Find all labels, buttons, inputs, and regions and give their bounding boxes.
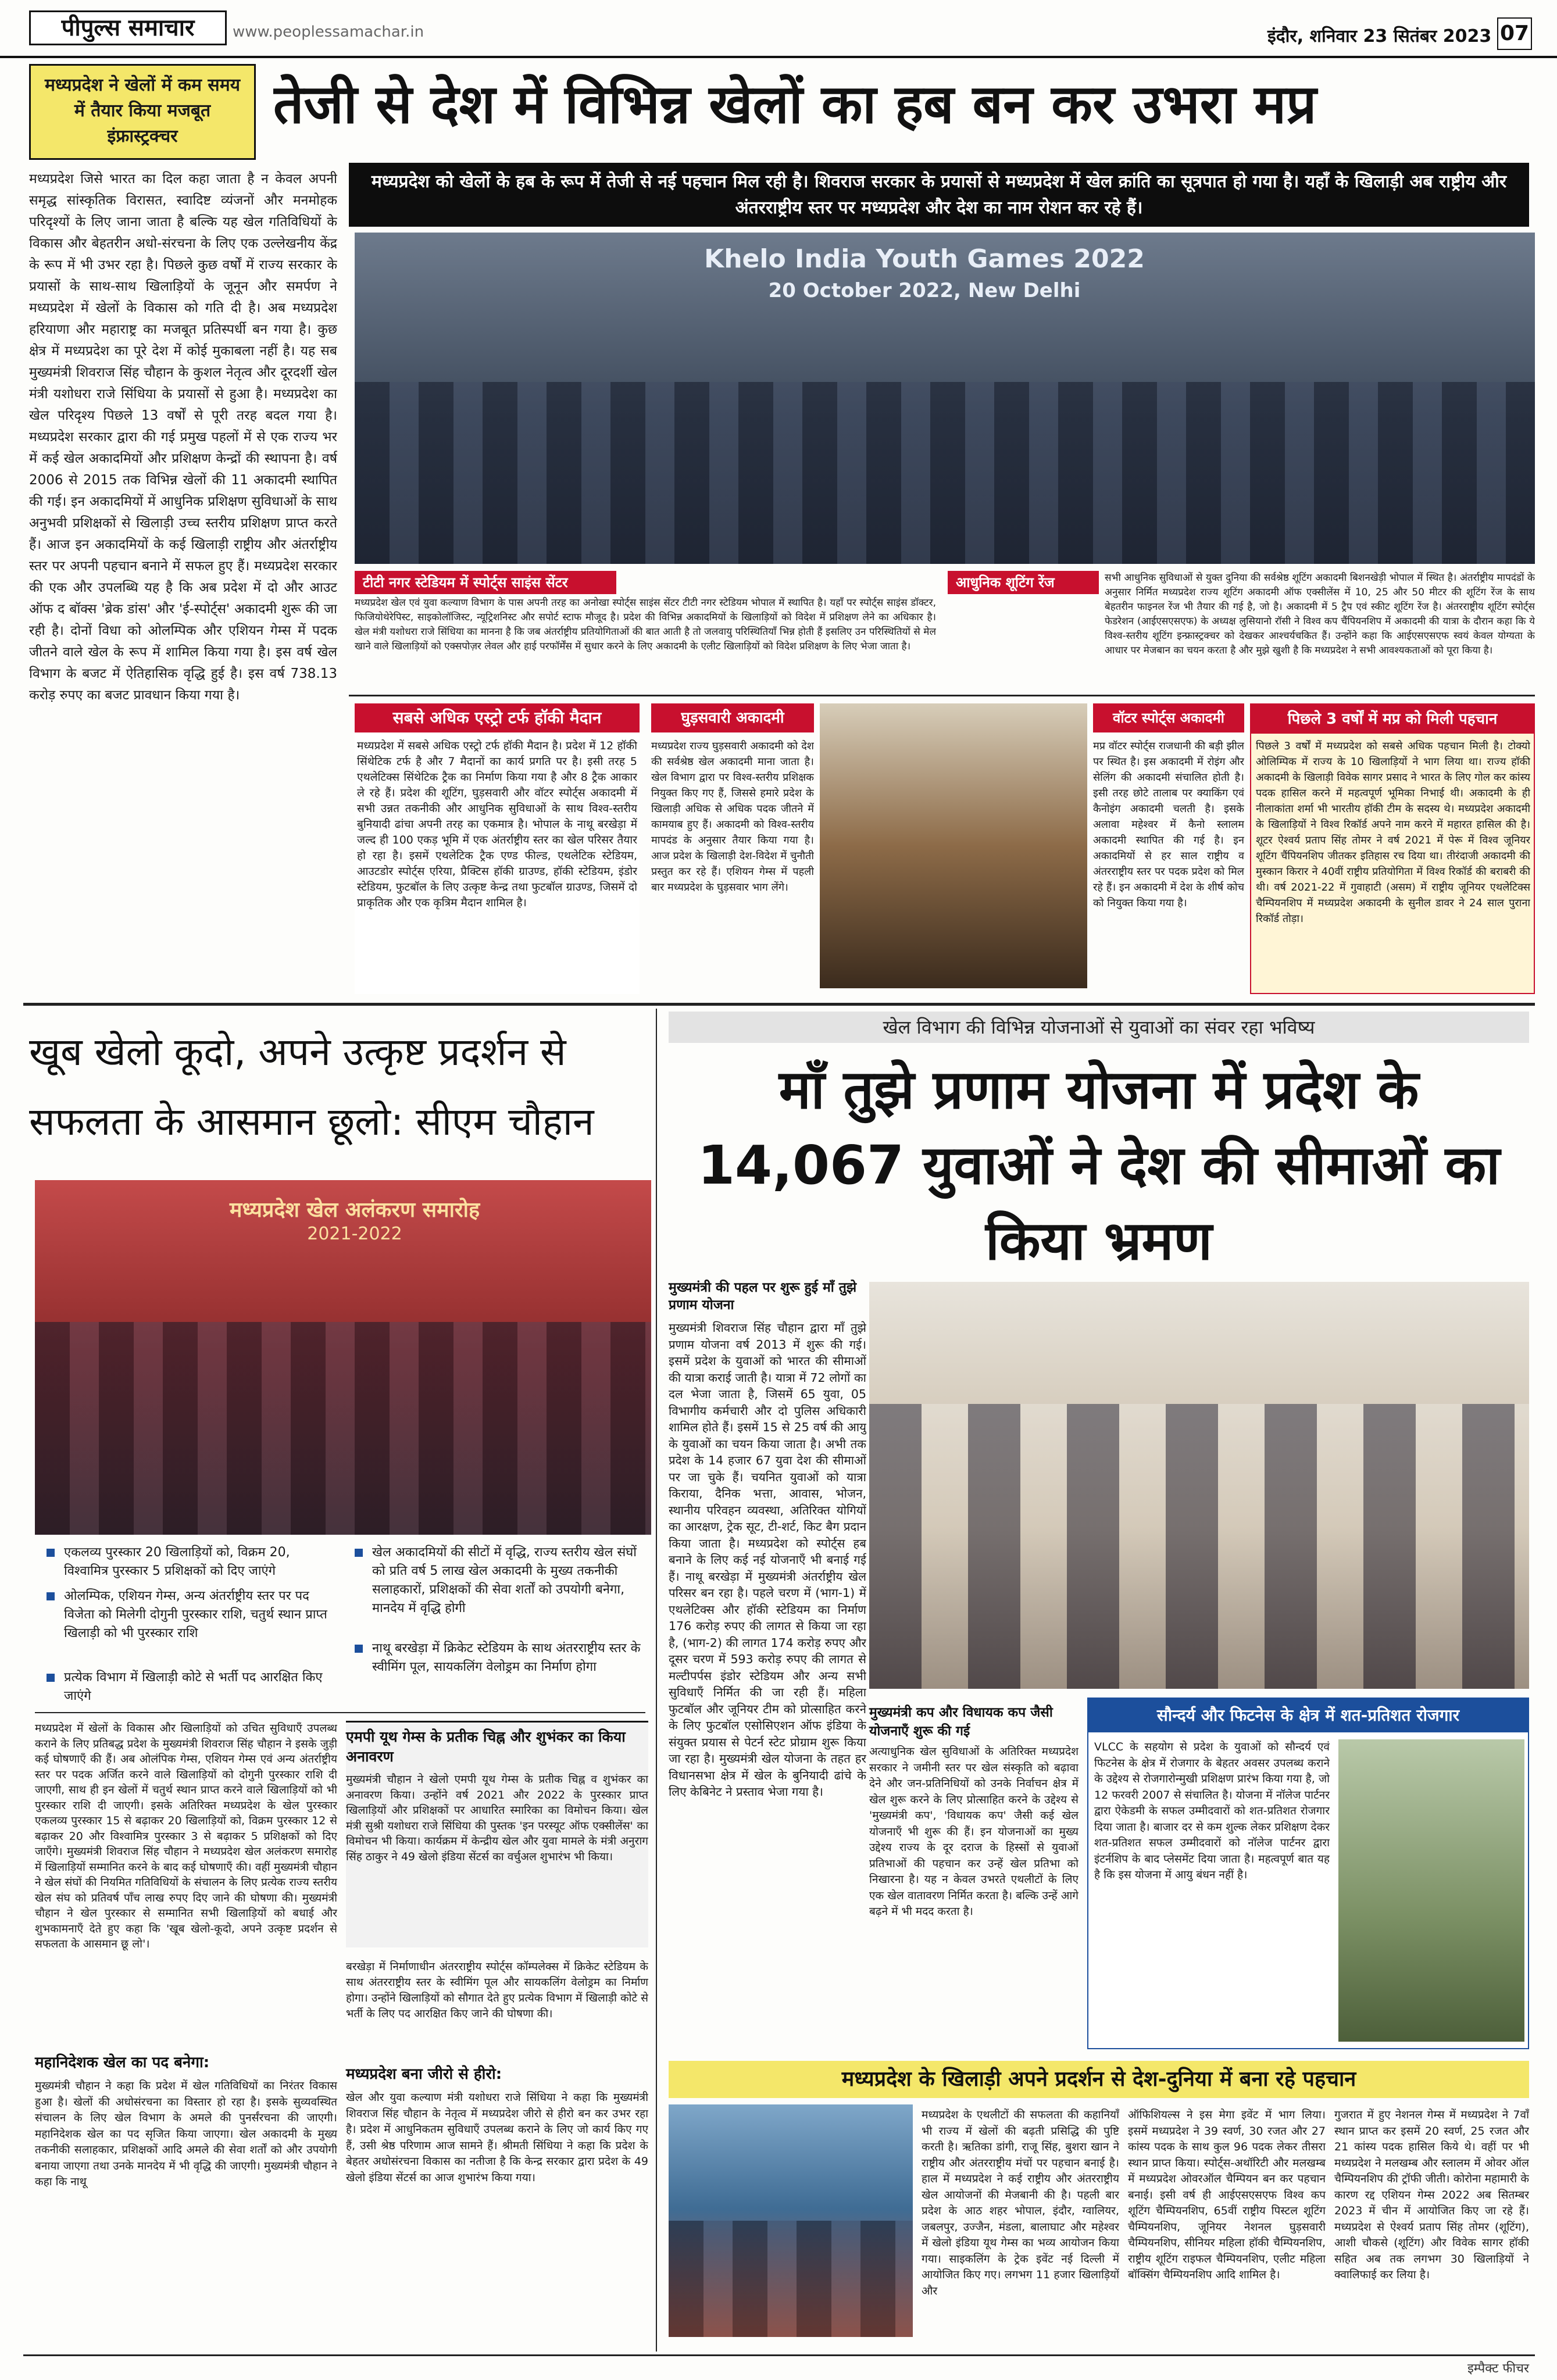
award-people — [35, 1322, 651, 1535]
horse-box-text: मध्यप्रदेश राज्य घुड़सवारी अकादमी को देश की सर्वश्रेष्ठ खेल अकादमी माना जाता है। खेल विभाग द्वारा पर विश्व-स्तरीय प्रशिक्षक नियुक्त किए गए हैं, जिससे हमारे प्रदेश के खिलाड़ी अधिक से अधिक पदक जीतने में कामयाब हुए हैं। अकादमी को विश्व-स्तरीय मापदंड के अनुसार तैयार किया गया है। आज प्रदेश के खिलाड़ी देश-विदेश में चुनौती प्रस्तुत कर रहे हैं। एशियन गेम्स में पहली बार मध्यप्रदेश के घुड़सवार भाग लेंगे। — [651, 740, 814, 894]
cm-bullet: ओलम्पिक, एशियन गेम्स, अन्य अंतर्राष्ट्रीय स्तर पर पद विजेता को मिलेगी दोगुनी पुरस्कार राशि, चतुर्थ स्थान प्राप्त खिलाड़ी को भी पुरस्कार राशि — [64, 1587, 337, 1643]
caption2-text: सभी आधुनिक सुविधाओं से युक्त दुनिया की सर्वश्रेष्ठ शूटिंग अकादमी बिशनखेड़ी भोपाल में स्थित है। अंतर्राष्ट्रीय मापदंडों के अनुसार निर्मित मध्यप्रदेश राज्य शूटिंग अकादमी ऑफ एक्सीलेंस में 10, 25 और 50 मीटर की शूटिंग रेंज के साथ बेहतरीन फाइनल रेंज भी तैयार की गई है, जो है। अकादमी में 5 ट्रैप एवं स्कीट शूटिंग रेंज है। अंतरराष्ट्रीय शूटिंग स्पोर्ट्स फेडरेशन (आईएसएसएफ) के अध्यक्ष लुसियानो रॉसी ने विश्व कप चैंपियनशिप में अकादमी की यात्रा के दौरान कहा कि ये विश्व-स्तरीय शूटिंग इन्फ्रास्ट्रक्चर को देखकर आश्चर्यचकित हैं। उन्होंने कहा कि आईएसएसएफ स्वयं केवल योग्यता के आधार पर मेजबान का चयन करता है और मुझे खुशी है कि मध्यप्रदेश ने सभी आवश्यकताओं को पूरा किया है। — [1105, 572, 1535, 656]
group-people — [355, 382, 1535, 564]
yojana-subhead-1: मुख्यमंत्री की पहल पर शुरू हुई माँ तुझे प्रणाम योजना — [669, 1280, 857, 1313]
fitness-box-text: VLCC के सहयोग से प्रदेश के युवाओं को सौन्दर्य एवं फिटनेस के क्षेत्र में रोजगार के बेहतर अवसर उपलब्ध कराने के उद्देश्य से रोजगारोन्मुखी प्रशिक्षण प्रारंभ किया गया है, जो 12 फरवरी 2007 से संचालित है। योजना में नॉलेज पार्टनर द्वारा ऐकेडमी के सफल उम्मीदवारों को शत-प्रतिशत रोजगार दिया जाता है। बाजार दर से कम शुल्क लेकर प्रशिक्षण देकर शत-प्रतिशत सफल उम्मीदवारों को नॉलेज पार्टनर द्वारा इंटर्नशिप के बाद प्लेसमेंट दिया जाता है। महत्वपूर्ण बात यह है कि इस योजना में आयु बंधन नहीं है। — [1094, 1741, 1330, 1881]
main-divider — [23, 1003, 1535, 1006]
impact-feature-credit: इम्पैक्ट फीचर — [1467, 2361, 1529, 2376]
caption1-text: मध्यप्रदेश खेल एवं युवा कल्याण विभाग के पास अपनी तरह का अनोखा स्पोर्ट्स साइंस सेंटर टीटी नगर स्टेडियम भोपाल में स्थापित है। यहाँ पर स्पोर्ट्स साइंस डॉक्टर, फिजियोथेरेपिस्ट, साइकोलॉजिस्ट, न्यूट्रिशनिस्ट और सपोर्ट स्टाफ मौजूद है। प्रदेश की विभिन्न अकादमियों के खिलाड़ियों को विदेश में प्रशिक्षण लेने का अधिकार है। खेल मंत्री यशोधरा राजे सिंधिया का मानना है कि जब अंतर्राष्ट्रीय प्रतियोगिताओं की बात आती है तो जलवायु परिस्थितियाँ भिन्न होती हैं इसलिए उन परिस्थितियों से मेल खाने वाले खिलाड़ियों को एक्सपोज़र लेवल और हाई परफॉर्मेंस में सुधार करने के लिए अकादमी के एलीट खिलाड़ियों को विदेश प्रशिक्षण के लिए भेजा जाता है। — [355, 597, 936, 652]
yojana-kicker: खेल विभाग की विभिन्न योजनाओं से युवाओं का संवर रहा भविष्य — [669, 1012, 1529, 1043]
fitness-photo — [1338, 1739, 1524, 2042]
players-col-3: गुजरात में हुए नेशनल गेम्स में मध्यप्रदेश ने 7वाँ स्थान प्राप्त कर इसमें 20 स्वर्ण, 25 रजत और 21 कांस्य पदक हासिल किये थे। वहीं पर भी मध्यप्रदेश ने मलखम्ब और स्लालम में ओवर ऑल चैम्पियनशिप की ट्रॉफी जीती। कोरोना महामारी के कारण रद्द एशियन गेम्स 2022 अब सितम्बर 2023 में चीन में आयोजित किए जा रहे हैं। मध्यप्रदेश से ऐश्वर्य प्रताप सिंह तोमर (शूटिंग), आशी चौकसे (शूटिंग) और विवेक सागर हॉकी सहित अब तक लगभग 30 खिलाड़ियों ने क्वालिफाई कर लिया है। — [1334, 2109, 1529, 2281]
cm-box-text: मुख्यमंत्री चौहान ने खेलो एमपी यूथ गेम्स के प्रतीक चिह्न व शुभंकर का अनावरण किया। उन्होंने वर्ष 2021 और 2022 के पुरस्कार प्राप्त खिलाड़ियों और प्रशिक्षकों पर आधारित स्मारिका का विमोचन किया। खेल मंत्री सुश्री यशोधरा राजे सिंधिया की पुस्तक 'इन परस्यूट ऑफ एक्सीलेंस' का विमोचन भी किया। कार्यक्रम में केन्द्रीय खेल और युवा मामले के मंत्री अनुराग सिंह ठाकुर ने 49 खेलो इंडिया सेंटर्स का वर्चुअल शुभारंभ भी किया। — [346, 1773, 648, 1863]
page-number: 07 — [1497, 17, 1532, 50]
water-box-title: वॉटर स्पोर्ट्स अकादमी — [1093, 703, 1244, 732]
cm-headline: खूब खेलो कूदो, अपने उत्कृष्ट प्रदर्शन से सफलता के आसमान छूलो: सीएम चौहान — [29, 1030, 594, 1144]
fitness-box — [1087, 1698, 1529, 2049]
photo-banner-sub: 20 October 2022, New Delhi — [768, 279, 1081, 302]
hockey-box-text: मध्यप्रदेश में सबसे अधिक एस्ट्रो टर्फ हॉकी मैदान है। प्रदेश में 12 हॉकी सिंथेटिक टर्फ है और 7 मैदानों का कार्य प्रगति पर है। इसी तरह 5 एथलेटिक्स सिंथेटिक ट्रैक का निर्माण किया गया है और 8 ट्रैक आकार ले रहे हैं। प्रदेश की शूटिंग, घुड़सवारी और वॉटर स्पोर्ट्स अकादमी में सभी उन्नत तकनीकी और आधुनिक सुविधाओं के साथ विश्व-स्तरीय बुनियादी ढांचा अपनी तरह का एकमात्र है। भोपाल के नाथू बरखेड़ा में जल्द ही 100 एकड़ भूमि में एक अंतर्राष्ट्रीय स्तर का खेल परिसर तैयार हो रहा है। इसमें एथलेटिक ट्रैक एण्ड फील्ड, एथलेटिक स्टेडियम, आउटडोर स्पोर्ट्स एरिया, प्रैक्टिस हॉकी ग्राउण्ड, हॉकी स्टेडियम, इंडोर स्टेडियम, फुटबॉल के लिए उत्कृष्ट केन्द्र तथा फुटबॉल ग्राउण्ड, जिसमें दो प्राकृतिक और एक कृत्रिम मैदान शामिल है। — [357, 739, 637, 909]
divider — [349, 695, 1535, 696]
cm-box-title: एमपी यूथ गेम्स के प्रतीक चिह्न और शुभंकर का किया अनावरण — [346, 1728, 626, 1765]
players-photo — [669, 2104, 913, 2337]
players-col-1: मध्यप्रदेश के एथलीटों की सफलता की कहानियाँ भी राज्य में खेलों की बढ़ती प्रसिद्धि की पुष्टि करती है। ऋतिका डांगी, राजू सिंह, बुशरा खान ने राष्ट्रीय और अंतरराष्ट्रीय मंचों पर पहचान बनाई है। हाल में मध्यप्रदेश ने कई राष्ट्रीय और अंतरराष्ट्रीय खेल आयोजनों की मेजबानी की है। पहली बार प्रदेश के आठ शहर भोपाल, इंदौर, ग्वालियर, जबलपुर, उज्जैन, मंडला, बालाघाट और महेश्वर में खेलो इंडिया यूथ गेम्स का भव्य आयोजन किया गया। साइकलिंग के ट्रेक इवेंट नई दिल्ली में आयोजित किए गए। लगभग 11 हजार खिलाड़ियों और — [922, 2109, 1119, 2297]
cm-youth-games-box — [346, 1721, 648, 1947]
horse-box-title: घुड़सवारी अकादमी — [651, 703, 814, 732]
top-deck-text: मध्यप्रदेश को खेलों के हब के रूप में तेजी से नई पहचान मिल रही है। शिवराज सरकार के प्रयासों से मध्यप्रदेश में खेल क्रांति का सूत्रपात हो गया है। यहाँ के खिलाड़ी अब राष्ट्रीय और अंतरराष्ट्रीय स्तर पर मध्यप्रदेश और देश का नाम रोशन कर रहे हैं। — [371, 171, 1507, 218]
caption1-tag: टीटी नगर स्टेडियम में स्पोर्ट्स साइंस सेंटर — [355, 571, 616, 594]
cm-bullet: खेल अकादमियों की सीटों में वृद्धि, राज्य स्तरीय खेल संघों को प्रति वर्ष 5 लाख खेल अकादमी के मुख्य तकनीकी सलाहकारों, प्रशिक्षकों की सेवा शर्तों को उपयोगी बनेगा, मानदेय में वृद्धि होगी — [372, 1543, 645, 1618]
cm-body-left: मध्यप्रदेश में खेलों के विकास और खिलाड़ियों को उचित सुविधाएँ उपलब्ध कराने के लिए प्रतिबद्ध प्रदेश के मुख्यमंत्री शिवराज सिंह चौहान ने इसके जुड़ी कई घोषणाएँ की हैं। अब ओलंपिक गेम्स, एशियन गेम्स एवं अन्य अंतर्राष्ट्रीय स्तर पर पदक अर्जित करने वाले खिलाड़ियों को दोगुनी पुरस्कार राशि दी जाएगी, साथ ही इन खेलों में चतुर्थ स्थान प्राप्त करने वाले खिलाड़ियों को भी पुरस्कार राशि दी जाएगी। इसके अतिरिक्त मध्यप्रदेश के खेल पुरस्कार एकलव्य पुरस्कार 15 से बढ़ाकर 20 खिलाड़ियों को, विक्रम पुरस्कार 12 से बढ़ाकर 20 और विश्वामित्र पुरस्कार 3 से बढ़ाकर 5 प्रशिक्षकों को दिए जाएँगे। मुख्यमंत्री शिवराज सिंह चौहान ने मध्यप्रदेश खेल अलंकरण समारोह में खिलाड़ियों सम्मानित करने के बाद कई घोषणाएँ की। वहीं मुख्यमंत्री चौहान ने खेल संघों की नियमित गतिविधियों के संचालन के लिए प्रत्येक राज्य स्तरीय खेल संघ को प्रतिवर्ष पाँच लाख रुपए दिए जाने की घोषणा की। मुख्यमंत्री चौहान ने खेल पुरस्कार से सम्मानित सभी खिलाड़ियों को बधाई और शुभकामनाएँ देते हुए कहा कि 'खूब खेलो-कूदो, अपने उत्कृष्ट प्रदर्शन से सफलता के आसमान छू लो'। — [35, 1722, 337, 1950]
masthead-website: www.peoplessamachar.in — [233, 23, 424, 41]
cm-body-right2: खेल और युवा कल्याण मंत्री यशोधरा राजे सिंधिया ने कहा कि मुख्यमंत्री शिवराज सिंह चौहान के नेतृत्व में मध्यप्रदेश जीरो से हीरो बन कर उभर रहा है। प्रदेश में आधुनिकतम सुविधाएँ उपलब्ध कराने के लिए जो कार्य किए गए हैं, उसी श्रेष्ठ परिणाम आज सामने हैं। श्रीमती सिंधिया ने कहा कि प्रदेश के बेहतर अधोसंरचना विकास का नतीजा है कि केन्द्र सरकार द्वारा प्रदेश के 49 खेलो इंडिया सेंटर्स का आज शुभारंभ किया गया। — [346, 2091, 648, 2184]
photo-banner: Khelo India Youth Games 2022 — [704, 244, 1145, 274]
column-divider — [656, 1009, 657, 2352]
masthead-logo: पीपुल्स समाचार — [29, 10, 227, 45]
hockey-box-title: सबसे अधिक एस्ट्रो टर्फ हॉकी मैदान — [355, 703, 640, 732]
horse-photo — [820, 703, 1087, 988]
yojana-subhead-2: मुख्यमंत्री कप और विधायक कप जैसी योजनाएँ शुरू की गई — [869, 1705, 1053, 1739]
water-box-text: मप्र वॉटर स्पोर्ट्स राजधानी की बड़ी झील पर स्थित है। इस अकादमी में रोइंग और सेलिंग की अकादमी संचालित होती है। इसी तरह छोटे तालाब पर क्याकिंग एवं कैनोइंग अकादमी चलती है। इसके अलावा महेश्वर में कैनो स्लालम अकादमी स्थापित की गई है। इन अकादमियों से हर साल राष्ट्रीय व अंतरराष्ट्रीय स्तर पर पदक प्रदेश को मिल रहे हैं। इन अकादमी में देश के शीर्ष कोच को नियुक्त किया गया है। — [1093, 740, 1244, 909]
caption2-tag: आधुनिक शूटिंग रेंज — [948, 571, 1099, 594]
masthead — [0, 0, 1557, 58]
yojana-people — [869, 1404, 1529, 1689]
cm-body-right: बरखेड़ा में निर्माणाधीन अंतरराष्ट्रीय स्पोर्ट्स कॉम्पलेक्स में क्रिकेट स्टेडियम के साथ अंतरराष्ट्रीय स्तर के स्वीमिंग पूल और सायकलिंग वेलोड्रम का निर्माण होगा। उन्होंने खिलाड़ियों को सौगात देते हुए प्रत्येक विभाग में खिलाड़ी कोटे से भर्ती के लिए पद आरक्षित किए जाने की घोषणा की। — [346, 1960, 648, 2020]
cm-subhead-2: मध्यप्रदेश बना जीरो से हीरो: — [346, 2065, 502, 2083]
cm-bullet: नाथू बरखेड़ा में क्रिकेट स्टेडियम के साथ अंतरराष्ट्रीय स्तर के स्वीमिंग पूल, सायकलिंग वेलोड्रम का निर्माण होगा — [372, 1639, 645, 1677]
yojana-headline: माँ तुझे प्रणाम योजना में प्रदेश के 14,067 युवाओं ने देश की सीमाओं का किया भ्रमण — [698, 1059, 1500, 1272]
yojana-text-2: अत्याधुनिक खेल सुविधाओं के अतिरिक्त मध्यप्रदेश सरकार ने जमीनी स्तर पर खेल संस्कृति को बढ़ावा देने और जन-प्रतिनिधियों को उनके निर्वाचन क्षेत्र में खेल शुरू करने के लिए प्रोत्साहित करने के उद्देश्य से 'मुख्यमंत्री कप', 'विधायक कप' जैसी कई खेल योजनाएँ भी शुरू की हैं। इन योजनाओं का मुख्य उद्देश्य राज्य के दूर दराज के हिस्सों से युवाओं प्रतिभाओं की पहचान कर उन्हें खेल प्रतिभा को निखारना है। यह न केवल उभरते एथलीटों के लिए एक खेल वातावरण निर्मित करता है। बल्कि उन्हें आगे बढ़ने में भी मदद करता है। — [869, 1745, 1079, 1918]
cm-subhead-1: महानिदेशक खेल का पद बनेगा: — [35, 2054, 210, 2071]
yojana-text-1: मुख्यमंत्री शिवराज सिंह चौहान द्वारा माँ तुझे प्रणाम योजना वर्ष 2013 में शुरू की गई। इसमें प्रदेश के युवाओं को भारत की सीमाओं की यात्रा कराई जाती है। यात्रा में 72 लोगों का दल भेजा जाता है, जिसमें 65 युवा, 05 विभागीय कर्मचारी और दो पुलिस अधिकारी शामिल होते हैं। इसमें 15 से 25 वर्ष की आयु के युवाओं का चयन किया जाता है। अभी तक प्रदेश के 14 हजार 67 युवा देश की सीमाओं पर जा चुके हैं। चयनित युवाओं को यात्रा किराया, दैनिक भत्ता, आवास, भोजन, स्थानीय परिवहन व्यवस्था, अतिरिक्त योगियों का आरक्षण, ट्रेक सूट, टी-शर्ट, किट बैग प्रदान किया जाता है। मध्यप्रदेश को स्पोर्ट्स हब बनाने के लिए कई नई योजनाएँ भी बनाई गई हैं। नाथू बरखेड़ा में मुख्यमंत्री अंतर्राष्ट्रीय खेल परिसर बन रहा है। पहले चरण में (भाग-1) में एथलेटिक्स और हॉकी स्टेडियम का निर्माण 176 करोड़ रुपए की लागत से किया जा रहा है, (भाग-2) की लागत 174 करोड़ रुपए और दूसर चरण में 593 करोड़ रुपए की लागत से मल्टीपर्पस इंडोर स्टेडियम और अन्य सभी सुविधाएँ निर्मित की जा रही हैं। महिला फुटबॉल और जूनियर टीम को प्रोत्साहित करने के लिए फुटबॉल एसोसिएशन ऑफ इंडिया के संयुक्त प्रयास से पेटर्न स्टेट प्रोग्राम शुरू किया जा रहा है। मुख्यमंत्री खेल योजना के तहत हर विधानसभा क्षेत्र में खेल के बुनियादी ढांचे के लिए केबिनेट ने प्रस्ताव भेजा गया है। — [669, 1321, 866, 1799]
masthead-dateline: इंदौर, शनिवार 23 सितंबर 2023 — [1267, 26, 1492, 47]
recognition-box-title: पिछले 3 वर्षों में मप्र को मिली पहचान — [1251, 705, 1534, 734]
players-col-2: ऑफिशियल्स ने इस मेगा इवेंट में भाग लिया। इसमें मध्यप्रदेश ने 39 स्वर्ण, 30 रजत और 27 कांस्य पदक के साथ कुल 96 पदक लेकर तीसरा स्थान प्राप्त किया। स्पोर्ट्स-अथॉरिटी और मलखम्ब में मध्यप्रदेश ओवरऑल चैम्पियन बन कर पहचान बनाई। इसी वर्ष ही आईएसएसएफ विश्व कप शूटिंग चैम्पियनशिप, 65वीं राष्ट्रीय पिस्टल शूटिंग चैम्पियनशिप, जूनियर नेशनल घुड़सवारी चैम्पियनशिप, सीनियर महिला हॉकी चैम्पियनशिप, राष्ट्रीय शूटिंग राइफल चैम्पियनशिप, एलीट महिला बॉक्सिंग चैम्पियनशिप आदि शामिल है। — [1128, 2109, 1326, 2281]
top-left-column: मध्यप्रदेश जिसे भारत का दिल कहा जाता है न केवल अपनी समृद्ध सांस्कृतिक विरासत, स्वादिष्ट व्यंजनों और मनमोहक परिदृश्यों के लिए जाना जाता है बल्कि यह खेल गतिविधियों के विकास और बेहतरीन अधो-संरचना के लिए एक उल्लेखनीय केंद्र के रूप में भी उभर रहा है। पिछले कुछ वर्षों में राज्य सरकार के प्रयासों के साथ-साथ खिलाड़ियों के जूनून और समर्पण ने मध्यप्रदेश में खेलों के विकास को गति दी है। अब मध्यप्रदेश हरियाणा और महाराष्ट्र का मजबूत प्रतिस्पर्धी बन गया है। कुछ क्षेत्र में मध्यप्रदेश का पूरे देश में कोई मुकाबला नहीं है। यह सब मुख्यमंत्री शिवराज सिंह चौहान के कुशल नेतृत्व और दूरदर्शी खेल मंत्री यशोधरा राजे सिंधिया के प्रयासों से हुआ है। मध्यप्रदेश का खेल परिदृश्य पिछले 13 वर्षों से पूरी तरह बदल गया है। मध्यप्रदेश सरकार द्वारा की गई प्रमुख पहलों में से एक राज्य भर में कई खेल अकादमियों और प्रशिक्षण केन्द्रों की स्थापना है। वर्ष 2006 से 2015 तक विभिन्न खेलों की 11 अकादमी स्थापित की गई। इन अकादमियों में आधुनिक प्रशिक्षण सुविधाओं के साथ अनुभवी प्रशिक्षकों से खिलाड़ी उच्च स्तरीय प्रशिक्षण प्राप्त करते हैं। आज इन अकादमियों के कई खिलाड़ी राष्ट्रीय और अंतर्राष्ट्रीय स्तर पर अपनी पहचान बनाने में सफल हुए हैं। मध्यप्रदेश सरकार की एक और उपलब्धि यह है कि अब प्रदेश में दो और आउट ऑफ द बॉक्स 'ब्रेक डांस' और 'ई-स्पोर्ट्स' अकादमी शुरू की जा रही है। दोनों विधा को ओलम्पिक और एशियन गेम्स में पदक जीतने वाले खेल के रूप में शामिल किया गया है। इस वर्ष खेल विभाग के बजट में ऐतिहासिक वृद्धि हुई है। इस वर्ष 738.13 करोड़ रुपए का बजट प्रावधान किया गया है। — [29, 171, 337, 703]
yojana-photo — [869, 1282, 1529, 1689]
hockey-box — [355, 703, 640, 994]
runners — [669, 2221, 913, 2337]
top-group-photo — [355, 233, 1535, 564]
cm-bullet: प्रत्येक विभाग में खिलाड़ी कोटे से भर्ती पद आरक्षित किए जाएंगे — [64, 1668, 337, 1706]
cm-award-photo — [35, 1180, 651, 1535]
fitness-box-title: सौन्दर्य और फिटनेस के क्षेत्र में शत-प्रतिशत रोजगार — [1088, 1699, 1528, 1732]
recognition-box-text: पिछले 3 वर्षों में मध्यप्रदेश को सबसे अधिक पहचान मिली है। टोक्यो ओलिम्पिक में राज्य के 10 खिलाड़ियों ने भाग लिया था। राज्य हॉकी अकादमी के खिलाड़ी विवेक सागर प्रसाद ने भारत के लिए गोल कर कांस्य पदक हासिल करने में महत्वपूर्ण भूमिका निभाई थी। अकादमी के ही नीलाकांता शर्मा भी भारतीय हॉकी टीम के सदस्य थे। मध्यप्रदेश अकादमी के खिलाड़ियों ने विश्व रिकॉर्ड अपने नाम करने में महारत हासिल की है। शूटर ऐश्वर्य प्रताप सिंह तोमर ने वर्ष 2021 में पेरू में विश्व जूनियर शूटिंग चैंपियनशिप जीतकर इतिहास रच दिया था। तीरंदाजी अकादमी की मुस्कान किरार ने 40वीं राष्ट्रीय प्रतियोगिता में विश्व रिकॉर्ड की बराबरी की थी। वर्ष 2021-22 में गुवाहाटी (असम) में राष्ट्रीय जूनियर एथलेटिक्स चैम्पियनशिप में मध्यप्रदेश अकादमी के सुनील डावर ने 24 साल पुराना रिकॉर्ड तोड़ा। — [1256, 740, 1530, 925]
water-box — [1093, 703, 1244, 994]
cm-photo-banner-year: 2021-2022 — [307, 1224, 402, 1244]
cm-bullet-divider — [35, 1712, 645, 1713]
horse-box — [651, 703, 814, 994]
top-kicker-box — [29, 64, 256, 160]
recognition-box — [1250, 703, 1535, 994]
cm-photo-banner: मध्यप्रदेश खेल अलंकरण समारोह — [229, 1198, 480, 1222]
top-deck — [349, 163, 1529, 227]
cm-body-left2: मुख्यमंत्री चौहान ने कहा कि प्रदेश में खेल गतिविधियों का निरंतर विकास हुआ है। खेलों की अधोसंरचना का विस्तार हो रहा है। इसके सुव्यवस्थित संचालन के लिए खेल विभाग के अमले की पुनर्संरचना की जाएगी। महानिदेशक खेल का पद सृजित किया जाएगा। खेल अकादमी के मुख्य तकनीकी सलाहकार, प्रशिक्षकों आदि अमले की सेवा शर्तों को और उपयोगी बनाया जाएगा तथा उनके मानदेय में भी वृद्धि की जाएगी। मुख्यमंत्री चौहान ने कहा कि नाथू — [35, 2079, 337, 2188]
players-headline: मध्यप्रदेश के खिलाड़ी अपने प्रदर्शन से देश-दुनिया में बना रहे पहचान — [669, 2061, 1529, 2098]
footer-rule — [23, 2354, 1535, 2356]
cm-bullet: एकलव्य पुरस्कार 20 खिलाड़ियों को, विक्रम 20, विश्वामित्र पुरस्कार 5 प्रशिक्षकों को दिए जाएंगे — [64, 1543, 337, 1581]
top-headline: तेजी से देश में विभिन्न खेलों का हब बन कर उभरा मप्र — [273, 73, 1317, 135]
top-kicker: मध्यप्रदेश ने खेलों में कम समय में तैयार किया मजबूत इंफ्रास्ट्रक्चर — [44, 75, 241, 146]
